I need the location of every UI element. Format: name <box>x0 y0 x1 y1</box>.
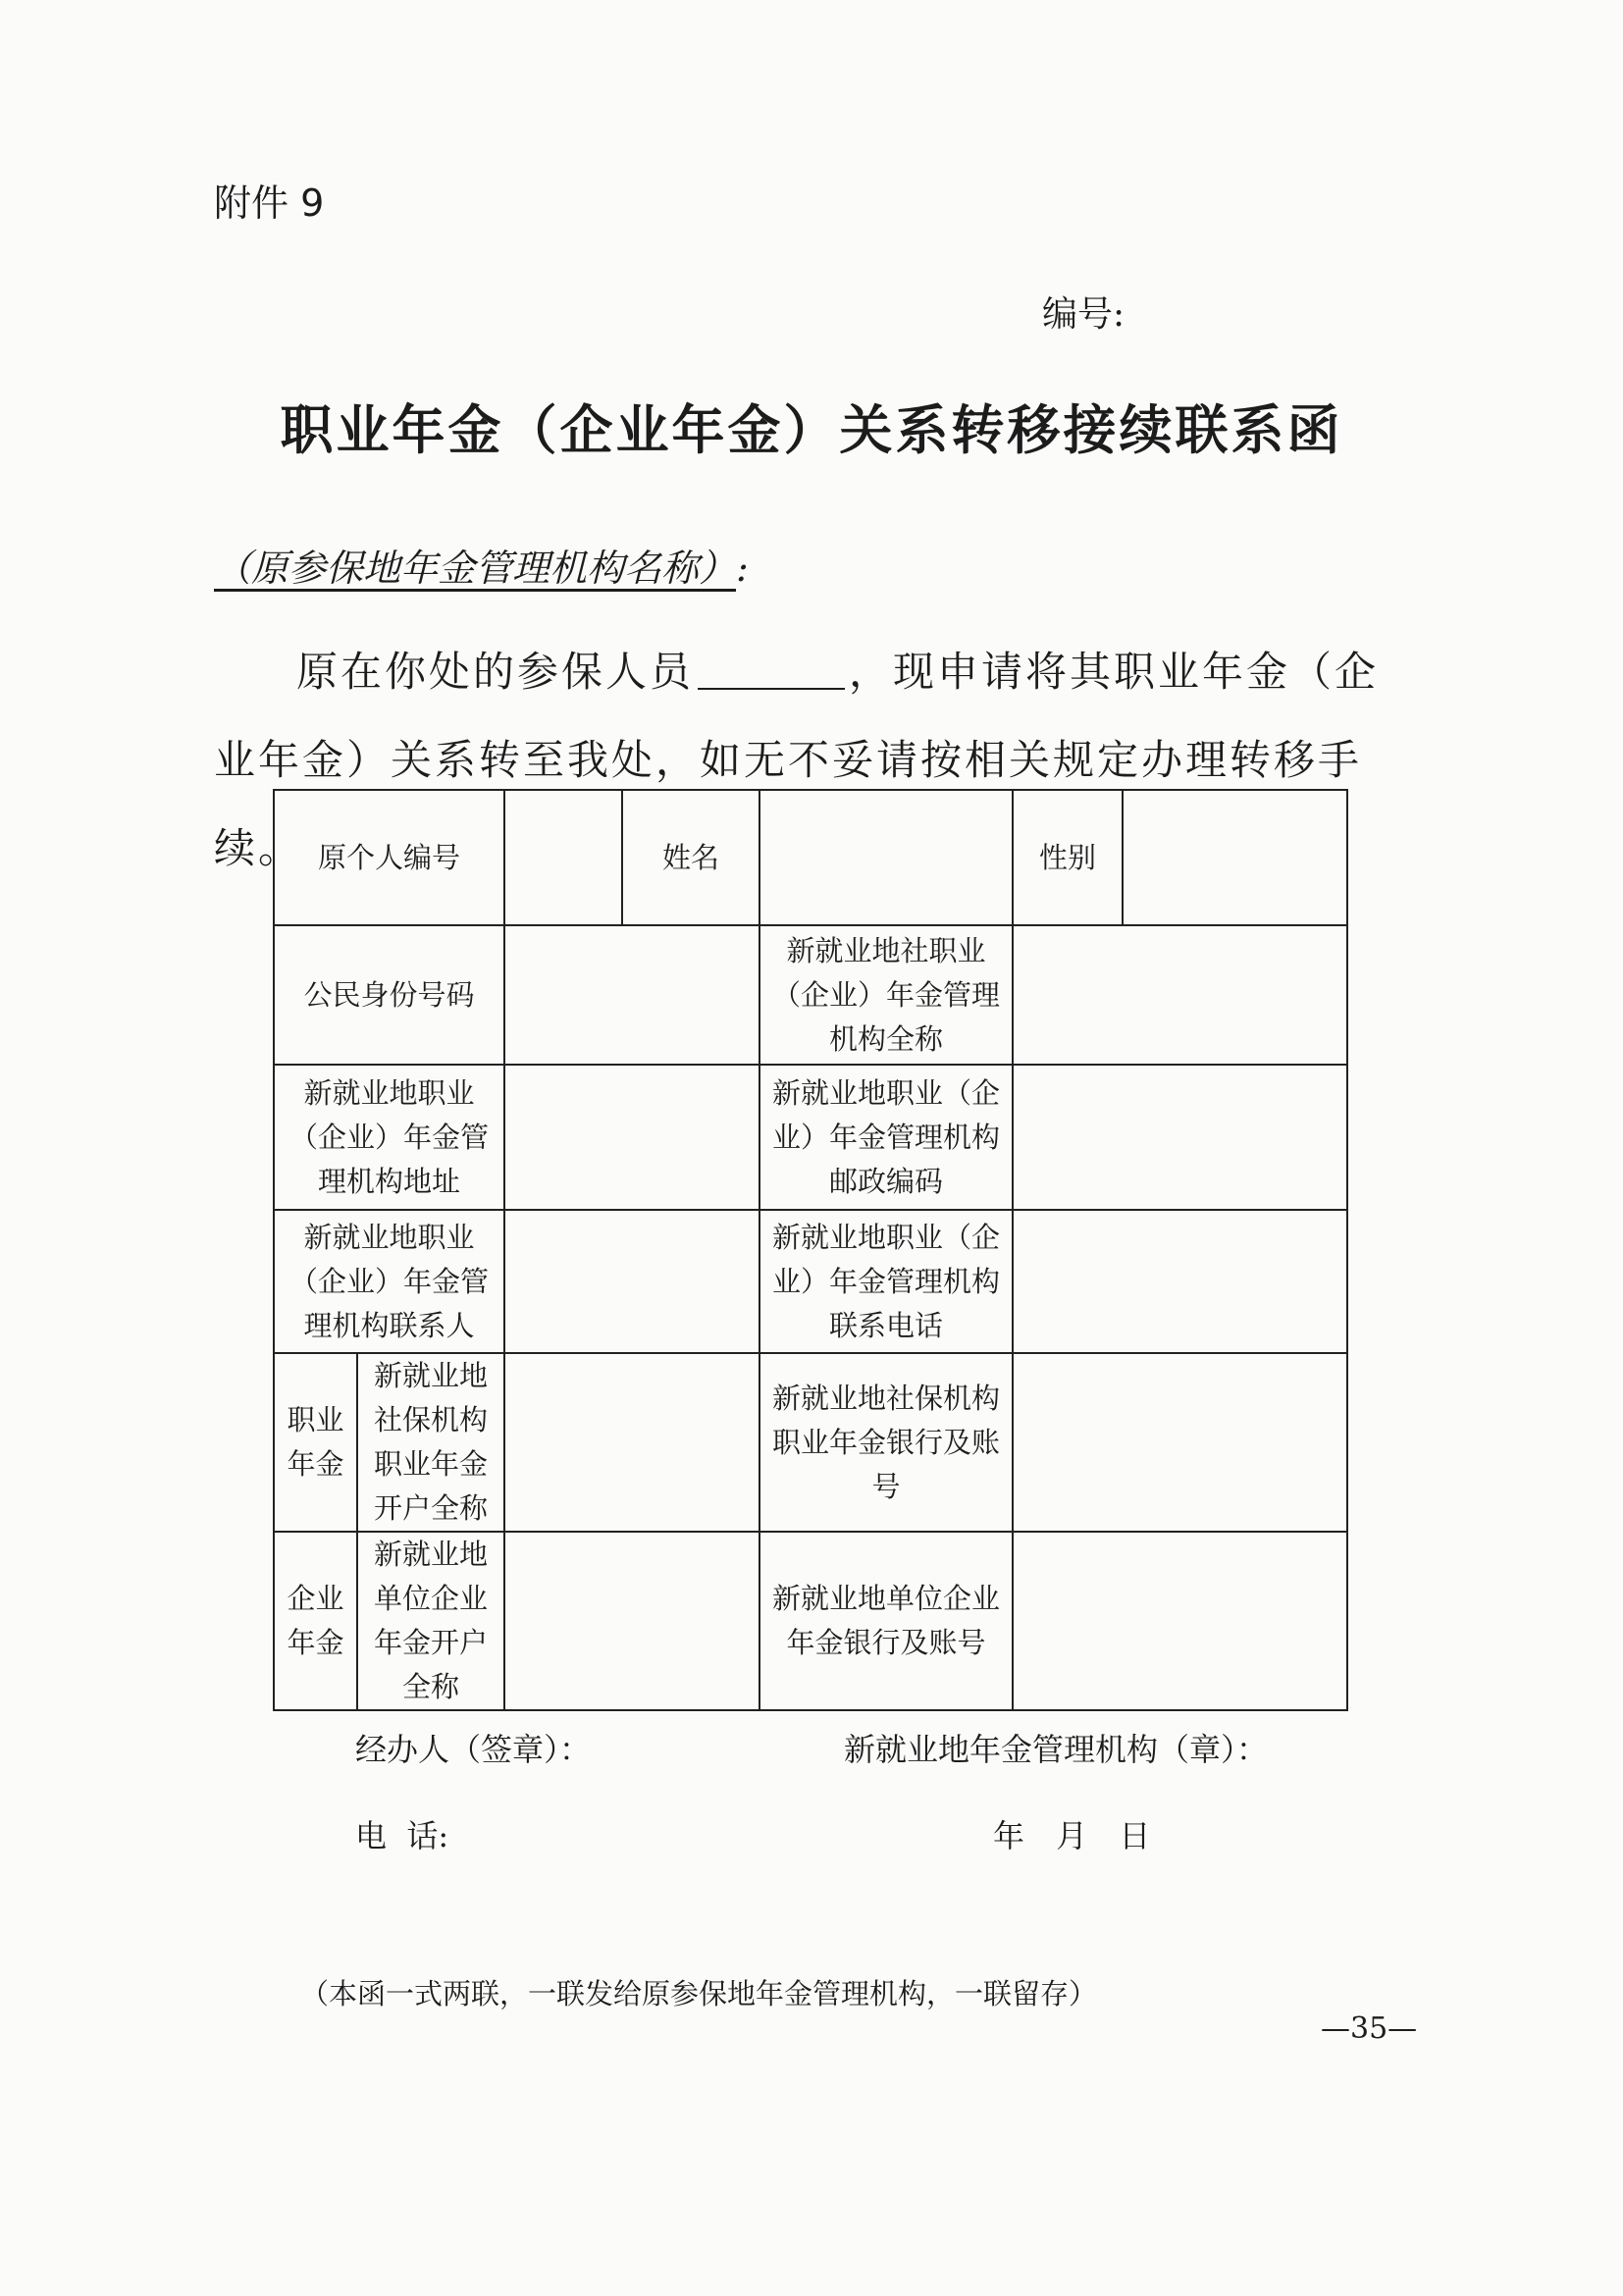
new-org-contact-field[interactable] <box>504 1210 759 1353</box>
footnote: （本函一式两联，一联发给原参保地年金管理机构，一联留存） <box>300 1977 1098 2010</box>
gender-label: 性别 <box>1013 790 1123 925</box>
table-row <box>274 1210 1347 1353</box>
orig-personal-id-label: 原个人编号 <box>274 790 504 925</box>
paragraph-part2: ，现申请将其职业年金（企业年金）关系转至我处，如无不妥请按相关规定办理转移手续。 <box>214 648 1380 872</box>
table-row <box>274 1353 1347 1532</box>
new-social-org-fullname-label: 新就业地社职业（企业）年金管理机构全称 <box>759 925 1013 1065</box>
new-org-contact-label: 新就业地职业（企业）年金管理机构联系人 <box>274 1210 504 1353</box>
addressee-label: （原参保地年金管理机构名称） <box>214 547 737 590</box>
table-row <box>274 790 1347 925</box>
handler-signature-label: 经办人（签章）： <box>355 1731 592 1768</box>
ent-account-fullname-field[interactable] <box>504 1532 759 1710</box>
insured-person-blank[interactable] <box>698 649 845 690</box>
citizen-id-field[interactable] <box>504 925 759 1065</box>
orig-personal-id-field[interactable] <box>504 790 622 925</box>
date-label: 年 月 日 <box>993 1817 1151 1854</box>
occ-account-fullname-label: 新就业地社保机构职业年金开户全称 <box>357 1353 504 1532</box>
new-org-postcode-label: 新就业地职业（企业）年金管理机构邮政编码 <box>759 1065 1013 1210</box>
phone-label: 电 话: <box>355 1817 449 1854</box>
org-seal-label: 新就业地年金管理机构（章）： <box>844 1731 1269 1768</box>
citizen-id-label: 公民身份号码 <box>274 925 504 1065</box>
new-org-phone-field[interactable] <box>1013 1210 1347 1353</box>
ent-bank-account-label: 新就业地单位企业年金银行及账号 <box>759 1532 1013 1710</box>
gender-field[interactable] <box>1123 790 1347 925</box>
new-org-address-label: 新就业地职业（企业）年金管理机构地址 <box>274 1065 504 1210</box>
occ-bank-account-field[interactable] <box>1013 1353 1347 1532</box>
attachment-label: 附件 9 <box>214 182 325 225</box>
table-row <box>274 925 1347 1065</box>
serial-number-label: 编号: <box>1042 294 1126 335</box>
new-org-address-field[interactable] <box>504 1065 759 1210</box>
table-row <box>274 1065 1347 1210</box>
ent-bank-account-field[interactable] <box>1013 1532 1347 1710</box>
new-org-phone-label: 新就业地职业（企业）年金管理机构联系电话 <box>759 1210 1013 1353</box>
addressee-colon: : <box>736 547 749 590</box>
ent-account-fullname-label: 新就业地单位企业年金开户全称 <box>357 1532 504 1710</box>
table-row <box>274 1532 1347 1710</box>
occ-account-fullname-field[interactable] <box>504 1353 759 1532</box>
occupational-annuity-label: 职业年金 <box>274 1353 357 1532</box>
new-org-postcode-field[interactable] <box>1013 1065 1347 1210</box>
name-label: 姓名 <box>622 790 759 925</box>
addressee-line <box>214 538 749 592</box>
paragraph-part1: 原在你处的参保人员 <box>296 648 695 696</box>
document-title: 职业年金（企业年金）关系转移接续联系函 <box>280 399 1343 461</box>
page-number: —35— <box>1321 2011 1418 2046</box>
new-social-org-fullname-field[interactable] <box>1013 925 1347 1065</box>
occ-bank-account-label: 新就业地社保机构职业年金银行及账号 <box>759 1353 1013 1532</box>
name-field[interactable] <box>759 790 1013 925</box>
enterprise-annuity-label: 企业年金 <box>274 1532 357 1710</box>
transfer-form-table <box>273 789 1348 1711</box>
